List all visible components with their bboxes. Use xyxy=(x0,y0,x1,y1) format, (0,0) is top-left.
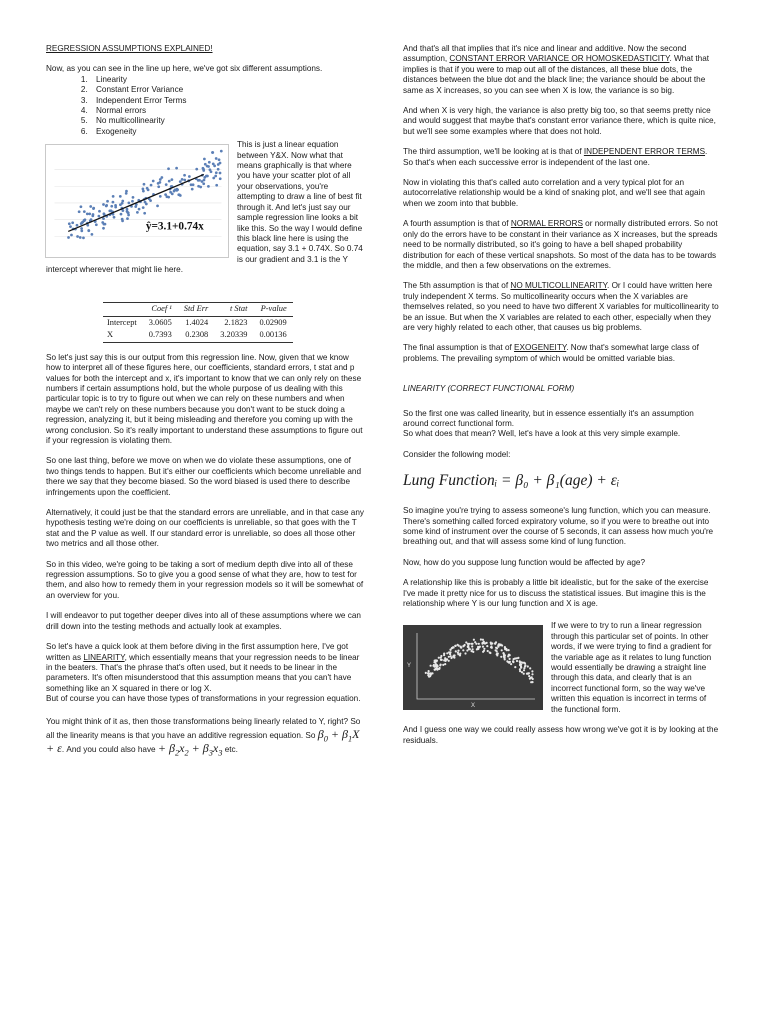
keyword-constant-error-variance: CONSTANT ERROR VARIANCE OR HOMOSKEDASTICITY xyxy=(449,54,670,64)
scatter-point xyxy=(436,660,438,662)
text-run: . What that implies is that if you were to map out all of the distances, all these blue dots, the distances between the blue dot and the black line; the variance should be about the same as X increases, so you can see when X is low, the variance is so big. xyxy=(403,54,710,95)
scatter-point xyxy=(171,178,174,181)
text-run: . So that's when each successive error is independent of the last one. xyxy=(403,147,708,167)
paragraph-output: So let's just say this is our output from this regression line. Now, given that we know how to interpret all of these figures here, our coefficients, standard errors, t stat and p values for both the intercept and x, it's important to know that we can only rely on these numbers if certain assumptions hold, but the whole purpose of us dealing with this particular topic is to try to figure out when we can rely on these numbers and when maybe we can't rely on these numbers because you don't want to be stuck doing a regression, analyzing it, but it being misleading and therefore you coming up with the wrong conclusion. So it's really important to understand these assumptions to figure out if your regression is violating them. xyxy=(46,352,363,445)
scatter-point xyxy=(104,223,107,226)
scatter-point xyxy=(474,642,476,644)
scatter-point xyxy=(142,190,145,193)
scatter-point xyxy=(470,643,472,645)
list-item: 4. Normal errors xyxy=(90,106,364,116)
scatter-point xyxy=(211,151,214,154)
scatter-point xyxy=(208,161,211,164)
scatter-point xyxy=(83,220,86,223)
keyword-normal-errors: NORMAL ERRORS xyxy=(510,219,583,229)
scatter-point xyxy=(126,218,129,221)
scatter-point xyxy=(455,645,457,647)
paragraph-final-assumption xyxy=(403,343,719,364)
scatter-point xyxy=(147,189,150,192)
scatter-point xyxy=(482,646,484,648)
scatter-point xyxy=(520,664,522,666)
scatter-plot-figure xyxy=(45,144,229,258)
text-run: or normally distributed errors. So not only do the errors have to be constant in their variance as X increases, but the spreads need to be normally distributed, so it's going to have a bell shaped probability distribution for each of these vertical snapshots. So most of the data has to be towards the middle, and then a few observations on the extremes. xyxy=(403,219,718,270)
scatter-point xyxy=(80,222,83,225)
list-item: 3. Independent Error Terms xyxy=(90,96,364,106)
scatter-point xyxy=(496,653,498,655)
scatter-point xyxy=(106,200,109,203)
scatter-point xyxy=(526,673,528,675)
scatter-point xyxy=(70,234,73,237)
table-cell: 2.1823 xyxy=(224,317,248,327)
scatter-point xyxy=(89,205,92,208)
scatter-point xyxy=(152,180,155,183)
keyword-no-multicollinearity: NO MULTICOLLINEARITY xyxy=(510,281,608,291)
scatter-point xyxy=(110,205,113,208)
table-row xyxy=(103,316,293,329)
table-header-cell: Std Err xyxy=(178,302,214,316)
scatter-point xyxy=(460,647,462,649)
table-cell: 3.20339 xyxy=(214,329,253,342)
scatter-point xyxy=(87,230,90,233)
intro-paragraph: Now, as you can see in the line up here, we've got six different assumptions. xyxy=(46,64,323,74)
text-run: So let's have a quick look at them before diving in the first assumption here, I've got written as xyxy=(46,642,349,662)
list-item: 2. Constant Error Variance xyxy=(90,85,364,95)
paragraph-guess: And I guess one way we could really assess how wrong we've got it is by looking at the residuals. xyxy=(403,725,719,745)
paragraph-fourth-assumption xyxy=(403,219,719,271)
scatter-point xyxy=(497,646,499,648)
scatter-point xyxy=(92,207,95,210)
scatter-point xyxy=(102,203,105,206)
table-cell: 1.4024 xyxy=(185,317,209,327)
scatter-point xyxy=(520,667,522,669)
scatter-point xyxy=(105,205,108,208)
scatter-point xyxy=(524,663,526,665)
list-item: 5. No multicollinearity xyxy=(90,116,364,126)
scatter-point xyxy=(98,210,101,213)
scatter-point xyxy=(220,150,223,153)
regression-output-table xyxy=(103,302,293,343)
scatter-point xyxy=(438,657,440,659)
scatter-point xyxy=(68,223,71,226)
table-cell: 0.02909 xyxy=(259,317,287,327)
scatter-point xyxy=(482,639,484,641)
scatter-point xyxy=(125,192,128,195)
scatter-point xyxy=(457,644,459,646)
x-axis-label: X xyxy=(471,703,476,710)
scatter-point xyxy=(86,213,89,216)
scatter-point xyxy=(219,178,222,181)
scatter-point xyxy=(514,666,516,668)
scatter-point xyxy=(102,227,105,230)
lung-function-scatter-figure xyxy=(403,625,543,710)
scatter-point xyxy=(156,205,159,208)
scatter-point xyxy=(219,172,222,175)
list-item: 1. Linearity xyxy=(90,75,364,85)
scatter-point xyxy=(149,199,152,202)
scatter-point xyxy=(202,183,205,186)
scatter-point xyxy=(529,678,531,680)
text-run: A fourth assumption is that of xyxy=(403,219,511,229)
scatter-point xyxy=(448,656,450,658)
scatter-point xyxy=(425,672,427,674)
scatter-point xyxy=(462,650,464,652)
scatter-point xyxy=(523,673,525,675)
scatter-point xyxy=(212,163,215,166)
table-cell: 0.7393 xyxy=(143,329,178,342)
right-column xyxy=(403,44,719,756)
scatter-point xyxy=(108,210,111,213)
scatter-point xyxy=(478,643,480,645)
scatter-point xyxy=(483,648,485,650)
table-cell: 0.2308 xyxy=(178,329,214,342)
scatter-point xyxy=(480,639,482,641)
scatter-point xyxy=(432,665,434,667)
scatter-point xyxy=(477,648,479,650)
scatter-point xyxy=(91,215,94,218)
paragraph-relationship: A relationship like this is probably a little bit idealistic, but for the sake of the exercise I've made it pretty nice for us to discuss the statistical issues. But imagine this is the relationship where Y is our lung function and X is age. xyxy=(403,578,709,609)
keyword-independent-error-terms: INDEPENDENT ERROR TERMS xyxy=(583,147,706,157)
scatter-point xyxy=(159,178,162,181)
scatter-point xyxy=(473,639,475,641)
paragraph-imagine: So imagine you're trying to assess someone's lung function, which you can measure. There's something called forced expiratory volume, so if you were to breathe out into some kind of instrument over the course of 5 seconds, it can assess how much you're breathing out, and that will assess some kind of lung function. xyxy=(403,506,714,547)
scatter-point xyxy=(496,648,498,650)
scatter-point xyxy=(198,179,201,182)
scatter-point xyxy=(443,660,445,662)
table-header-cell: P-value xyxy=(253,302,292,316)
scatter-point xyxy=(427,673,429,675)
paragraph-endeavor: I will endeavor to put together deeper dives into all of these assumptions where we can drill down into the testing methods and actually look at examples. xyxy=(46,611,361,631)
page-title: REGRESSION ASSUMPTIONS EXPLAINED! xyxy=(46,44,213,53)
scatter-point xyxy=(521,672,523,674)
scatter-point xyxy=(214,175,217,178)
scatter-point xyxy=(121,220,124,223)
scatter-point xyxy=(428,670,430,672)
scatter-point xyxy=(82,237,85,240)
scatter-point xyxy=(530,682,532,684)
scatter-point xyxy=(500,644,502,646)
paragraph-how-affected: Now, how do you suppose lung function would be affected by age? xyxy=(403,557,646,567)
scatter-point xyxy=(439,665,441,667)
scatter-point xyxy=(524,666,526,668)
scatter-point xyxy=(531,674,533,676)
paragraph-linear-equation: This is just a linear equation between Y&X. Now what that means graphically is that where you have your scatter plot of all your observations, you're attempting to draw a line of best fit through it. And let's just say our sample regression line looks a bit like this. So the way I would define this black line here is using the equation, say 3.1 + 0.74X. So 0.74 is our gradient and 3.1 is the Y intercept wherever that might lie here. xyxy=(46,140,363,275)
table-header-cell: Coef ¹ xyxy=(143,302,178,316)
scatter-point xyxy=(159,181,162,184)
scatter-point xyxy=(127,202,130,205)
formula-inline: $\beta_0 + \beta_1X + \varepsilon$ xyxy=(46,726,360,755)
scatter-point xyxy=(529,668,531,670)
text-run: . And you could also have xyxy=(61,744,158,754)
table-cell: Intercept xyxy=(107,317,137,327)
scatter-point xyxy=(527,666,529,668)
scatter-point xyxy=(469,649,471,651)
section-heading-linearity: LINEARITY (CORRECT FUNCTIONAL FORM) xyxy=(403,384,575,394)
paragraph-alternatively: Alternatively, it could just be that the standard errors are unreliable, and in that case any hypothesis testing we're doing on our coefficients is unreliable, so that goes with the T stat and the P value as well. If our standard error is unreliable, so does all those other two metrics and all those other. xyxy=(46,508,364,549)
scatter-point xyxy=(462,645,464,647)
scatter-point xyxy=(484,643,486,645)
scatter-point xyxy=(126,208,129,211)
scatter-point xyxy=(489,652,491,654)
scatter-point xyxy=(467,646,469,648)
scatter-point xyxy=(531,671,533,673)
scatter-point xyxy=(500,656,502,658)
scatter-point xyxy=(195,168,198,171)
paragraph-video: So in this video, we're going to be taking a sort of medium depth dive into all of these regression assumptions. So to give you a good sense of what they are, how to test for them, and also how to remedy them in your regression models so it will be somewhat of an overview for you. xyxy=(46,559,364,600)
table-cell: X xyxy=(103,329,143,342)
scatter-point xyxy=(471,646,473,648)
scatter-point xyxy=(215,172,218,175)
scatter-point xyxy=(217,163,220,166)
scatter-point xyxy=(440,657,442,659)
scatter-point xyxy=(98,215,101,218)
paragraph-first-one: So the first one was called linearity, but in essence essentially it's an assumption around correct functional form. xyxy=(403,408,694,428)
scatter-point xyxy=(452,656,454,658)
text-run: etc. xyxy=(222,744,238,754)
scatter-point xyxy=(487,650,489,652)
table-row xyxy=(103,329,293,342)
scatter-point xyxy=(167,168,170,171)
scatter-point xyxy=(502,652,504,654)
text-run: The third assumption, we'll be looking at is that of xyxy=(403,147,584,157)
scatter-point xyxy=(202,167,205,170)
scatter-point xyxy=(504,649,506,651)
scatter-point xyxy=(150,184,153,187)
scatter-point xyxy=(136,211,139,214)
scatter-point xyxy=(503,656,505,658)
scatter-point xyxy=(80,230,83,233)
scatter-point xyxy=(191,188,194,191)
text-run: The 5th assumption is that of xyxy=(403,281,511,291)
scatter-point xyxy=(131,200,134,203)
scatter-point xyxy=(453,647,455,649)
scatter-point xyxy=(443,654,445,656)
paragraph-third-assumption xyxy=(403,147,719,168)
scatter-point xyxy=(178,194,181,197)
scatter-point xyxy=(181,178,184,181)
scatter-point xyxy=(444,663,446,665)
text-run: . Now that's somewhat large class of problems. The prevailing symptom of which would be omitted variable bias. xyxy=(403,343,699,363)
scatter-point xyxy=(472,651,474,653)
paragraph-second-assumption xyxy=(403,44,719,96)
scatter-point xyxy=(142,207,145,210)
scatter-point xyxy=(464,653,466,655)
scatter-point xyxy=(78,211,81,214)
scatter-point xyxy=(80,206,83,209)
scatter-point xyxy=(71,222,74,225)
assumptions-list xyxy=(46,75,364,137)
scatter-point xyxy=(197,185,200,188)
scatter-point xyxy=(132,196,135,199)
scatter-point xyxy=(69,226,72,229)
table-header-cell xyxy=(103,302,143,316)
paragraph-but-of-course: But of course you can have those types of transformations in your regression equation. xyxy=(46,694,361,704)
scatter-point xyxy=(120,213,123,216)
scatter-point xyxy=(494,643,496,645)
scatter-point xyxy=(428,676,430,678)
scatter-point xyxy=(438,668,440,670)
scatter-point xyxy=(436,664,438,666)
scatter-point xyxy=(434,662,436,664)
scatter-point xyxy=(459,655,461,657)
scatter-point xyxy=(532,678,534,680)
scatter-point xyxy=(134,205,137,208)
text-run: The final assumption is that of xyxy=(403,343,515,353)
scatter-point xyxy=(126,211,129,214)
table-cell: 3.0605 xyxy=(148,317,172,327)
scatter-point xyxy=(486,645,488,647)
scatter-point xyxy=(168,180,171,183)
scatter-point xyxy=(157,186,160,189)
scatter-point xyxy=(201,180,204,183)
table-cell: 0.00136 xyxy=(253,329,292,342)
scatter-point xyxy=(441,659,443,661)
scatter-point xyxy=(513,658,515,660)
scatter-point xyxy=(175,167,178,170)
text-run: You might think of it as, then those transformations being linearly related to Y, right? So all the linearity means is that you have an additive regression equation. So xyxy=(46,716,361,740)
scatter-point xyxy=(212,177,215,180)
scatter-point xyxy=(512,661,514,663)
scatter-point xyxy=(506,661,508,663)
scatter-point xyxy=(516,660,518,662)
paragraph-quick-look xyxy=(46,642,364,694)
scatter-point xyxy=(138,208,141,211)
formula-inline-extra: + $\beta_2x_2 + \beta_3x_3$ xyxy=(157,740,223,757)
scatter-point xyxy=(448,660,450,662)
regression-equation-label: ŷ=3.1+0.74x xyxy=(145,220,204,233)
table-header-cell: t Stat xyxy=(214,302,253,316)
paragraph-what-mean: So what does that mean? Well, let's have a look at this very simple example. xyxy=(403,429,681,439)
scatter-point xyxy=(528,673,530,675)
scatter-point xyxy=(508,654,510,656)
scatter-point xyxy=(176,189,179,192)
scatter-point xyxy=(210,171,213,174)
scatter-point xyxy=(465,642,467,644)
scatter-point xyxy=(165,183,168,186)
scatter-point xyxy=(143,183,146,186)
scatter-point xyxy=(519,661,521,663)
scatter-point xyxy=(121,210,124,213)
scatter-point xyxy=(491,647,493,649)
scatter-point xyxy=(76,224,79,227)
scatter-point xyxy=(112,201,115,204)
list-item: 6. Exogeneity xyxy=(90,127,364,137)
scatter-point xyxy=(121,200,124,203)
scatter-point xyxy=(490,643,492,645)
scatter-point xyxy=(218,159,221,162)
scatter-point xyxy=(496,651,498,653)
scatter-point xyxy=(217,168,220,171)
scatter-point xyxy=(143,212,146,215)
paragraph-one-last-thing: So one last thing, before we move on when we do violate these assumptions, one of two things tends to happen. But it's either our coefficients which become unreliable and there we say that they become biased. So the word biased is used there to describe infringements upon the coefficient. xyxy=(46,456,362,497)
scatter-point xyxy=(215,184,218,187)
scatter-point xyxy=(101,221,104,224)
scatter-point xyxy=(88,213,91,216)
scatter-point xyxy=(174,189,177,192)
scatter-point xyxy=(179,181,182,184)
paragraph-if-we: If we were to try to run a linear regression through this particular set of points. In other words, if we were trying to find a gradient for the variable age as it relates to lung function would essentially be drawing a straight line through this data, and clearly that is an incorrect functional form, so the way we've written this equation is incorrect in terms of the functional form. xyxy=(551,621,712,714)
scatter-point xyxy=(206,165,209,168)
scatter-point xyxy=(91,233,94,236)
scatter-point xyxy=(190,184,193,187)
y-axis-label: Y xyxy=(407,663,412,670)
scatter-point xyxy=(215,157,218,160)
scatter-point xyxy=(482,642,484,644)
scatter-point xyxy=(430,665,432,667)
scatter-point xyxy=(431,673,433,675)
scatter-point xyxy=(183,179,186,182)
keyword-exogeneity: EXOGENEITY xyxy=(514,343,567,353)
scatter-point xyxy=(442,664,444,666)
scatter-point xyxy=(80,227,83,230)
scatter-point xyxy=(79,236,82,239)
text-run: And that's all that implies that it's nice and linear and additive. Now the second assumption, xyxy=(403,44,687,64)
scatter-point xyxy=(455,651,457,653)
scatter-point xyxy=(510,663,512,665)
scatter-point xyxy=(67,236,70,239)
text-run: , which essentially means that your regression needs to be linear in the beaters. That's the phrase that's often used, but it needs to be linear in the parameters. It's often misunderstood that this assumption means that you can't have something like an X squared in there or log X. xyxy=(46,652,360,693)
scatter-point xyxy=(508,662,510,664)
left-column xyxy=(46,44,364,766)
scatter-point xyxy=(114,206,117,209)
scatter-point xyxy=(509,658,511,660)
scatter-point xyxy=(436,666,438,668)
scatter-point xyxy=(188,175,191,178)
paragraph-think xyxy=(46,715,364,756)
scatter-point xyxy=(457,650,459,652)
scatter-point xyxy=(112,195,115,198)
paragraph-fifth-assumption xyxy=(403,281,719,333)
scatter-point xyxy=(528,675,530,677)
scatter-point xyxy=(171,193,174,196)
scatter-point xyxy=(519,669,521,671)
scatter-point xyxy=(145,203,148,206)
scatter-point xyxy=(183,174,186,177)
paragraph-x-high: And when X is very high, the variance is also pretty big too, so that seems pretty nice and would suggest that maybe that's constant error variance there, which is quite nice, but we'll see some examples where that does not hold. xyxy=(403,106,716,136)
scatter-point xyxy=(119,195,122,198)
scatter-point xyxy=(203,158,206,161)
text-run: . Or I could have written here truly independent X terms. So multicollinearity occurs when the X variables are themselves related, so you need to have two different X variables for multicollinearity to be an issue. But when the X variables are related to each other, especially when they are very highly related to each other, that causes us big problems. xyxy=(403,281,719,332)
scatter-point xyxy=(159,195,162,198)
scatter-point xyxy=(119,204,122,207)
model-formula: Lung Functionᵢ = β₀ + β₁(age) + εᵢ xyxy=(403,472,620,490)
scatter-point xyxy=(206,175,209,178)
scatter-point xyxy=(434,669,436,671)
paragraph-violating: Now in violating this that's called auto correlation and a very typical plot for an autocorrelative relationship would be a kind of snaking plot, and we'll see that again when we zoom into that bubble. xyxy=(403,178,705,208)
scatter-point xyxy=(482,651,484,653)
scatter-point xyxy=(436,669,438,671)
scatter-point xyxy=(207,185,210,188)
scatter-point xyxy=(457,652,459,654)
scatter-point xyxy=(113,216,116,219)
scatter-point xyxy=(522,662,524,664)
scatter-point xyxy=(142,188,145,191)
scatter-point xyxy=(523,670,525,672)
scatter-point xyxy=(83,210,86,213)
scatter-point xyxy=(103,213,106,216)
scatter-point xyxy=(449,653,451,655)
scatter-point xyxy=(504,659,506,661)
keyword-linearity: LINEARITY xyxy=(83,652,125,662)
paragraph-consider: Consider the following model: xyxy=(403,449,511,459)
scatter-point xyxy=(164,193,167,196)
scatter-point xyxy=(95,224,98,227)
scatter-point xyxy=(76,235,79,238)
scatter-point xyxy=(501,650,503,652)
